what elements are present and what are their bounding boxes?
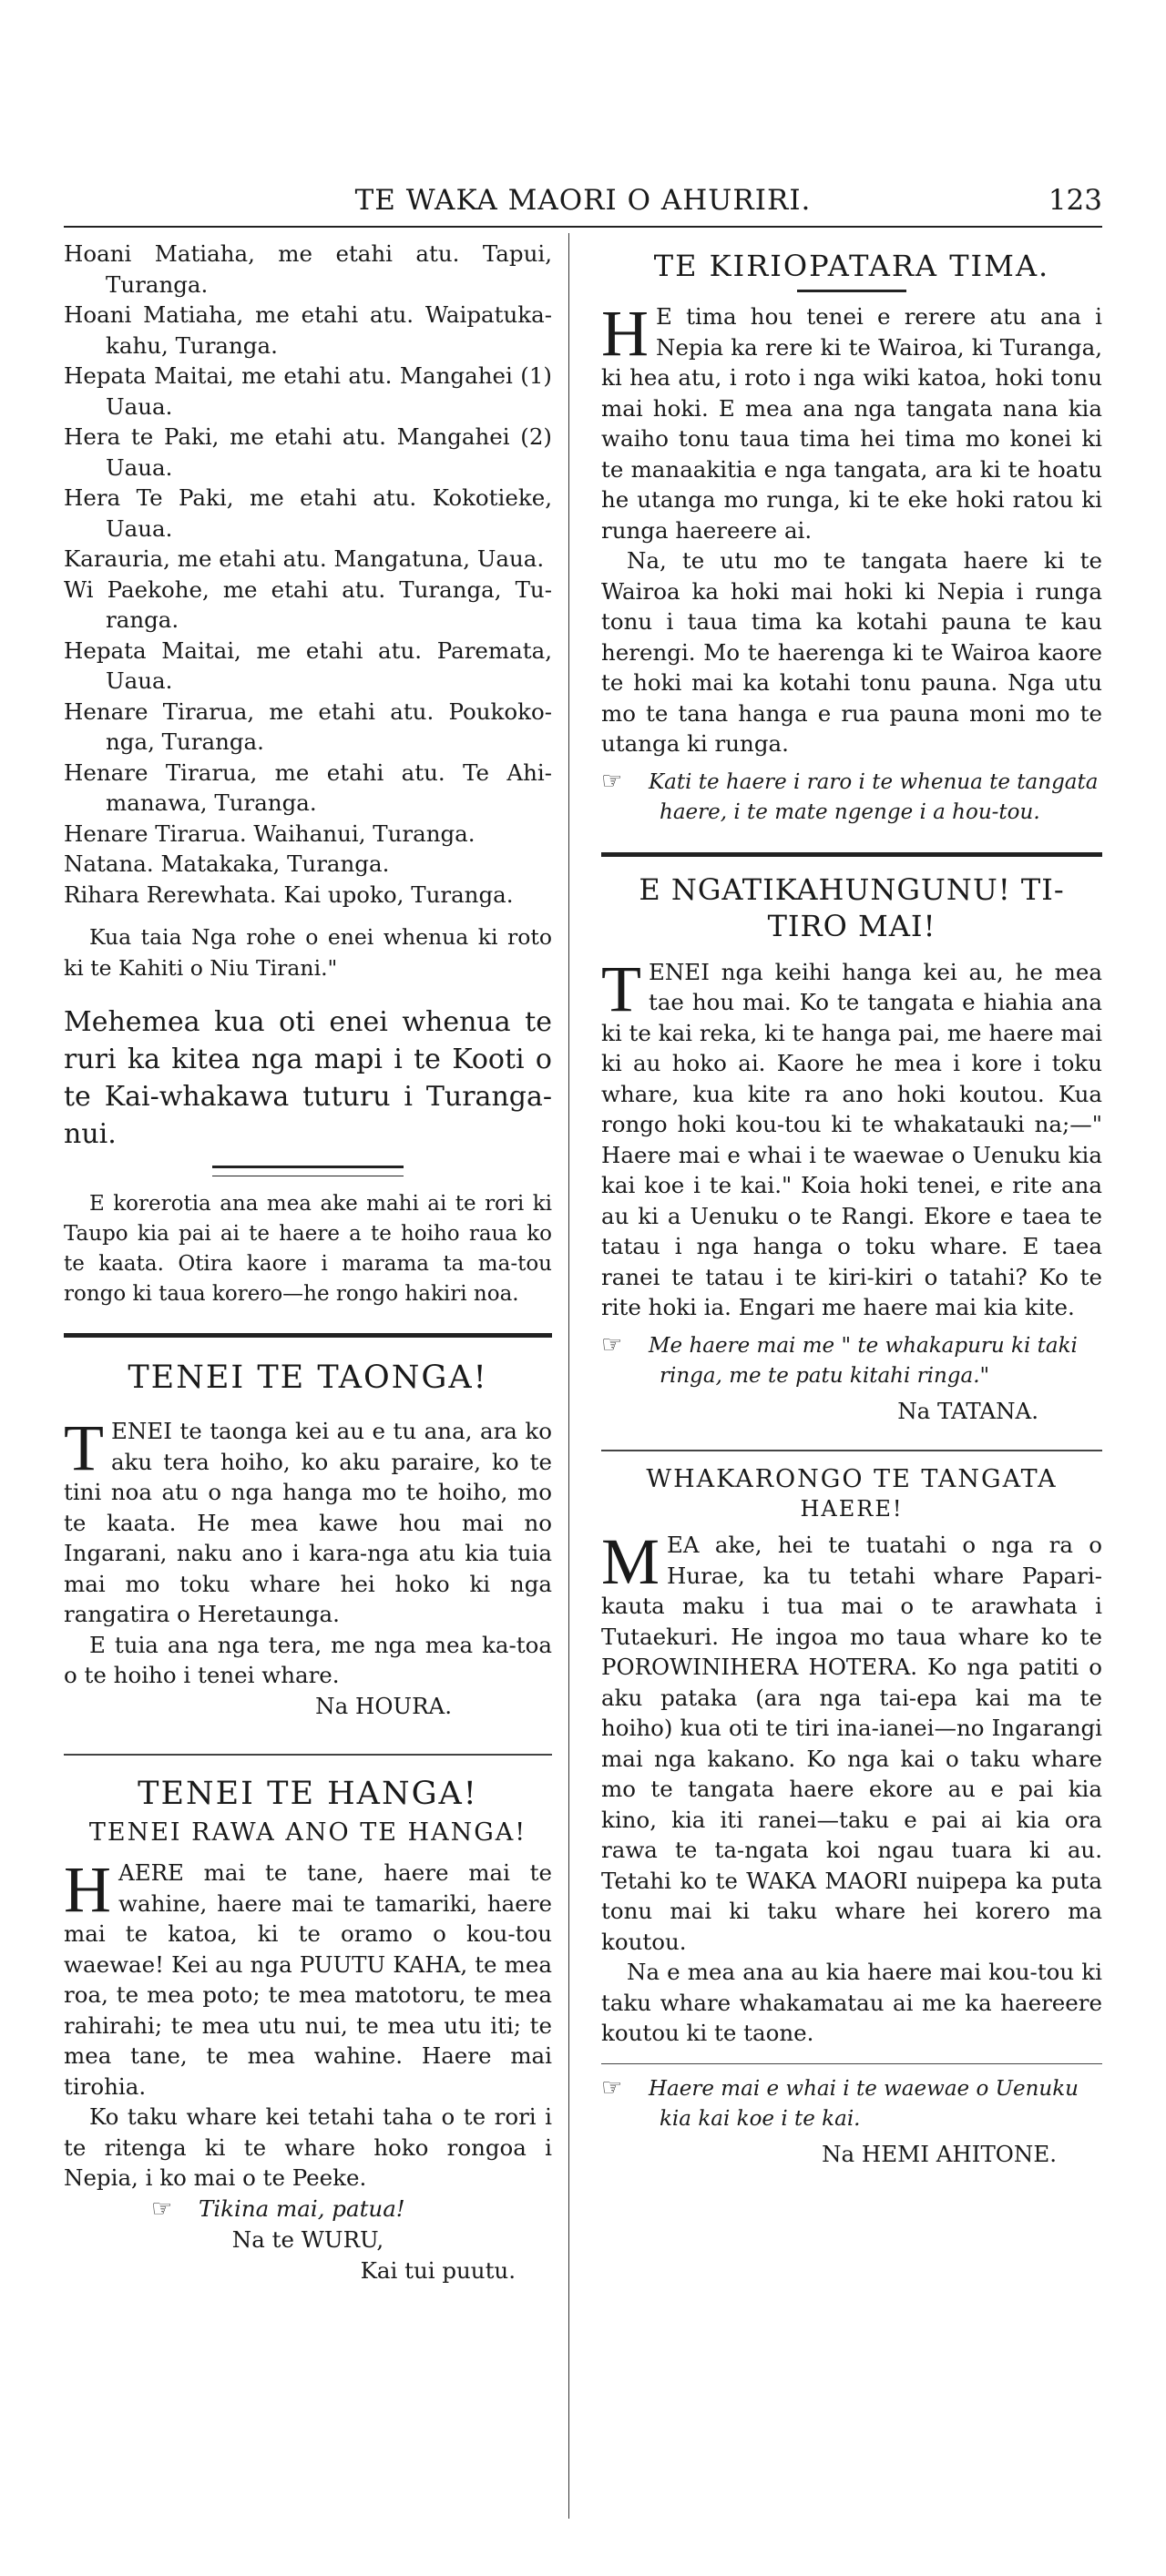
drop-cap: H: [64, 1853, 111, 1926]
land-entry: Rihara Rerewhata. Kai upoko, Turanga.: [64, 881, 514, 908]
section-rule: [601, 1450, 1102, 1451]
road-news: E korerotia ana mea ake mahi ai te rori ki Taupo kia pai ai te haere a te hoiho raua ko te kaata. Otira kaore i marama ta ma-tou rongo ki taua korero—he rongo hakiri noa.: [64, 1192, 552, 1306]
advert-body: TENEI nga keihi hanga kei au, he mea tae hou mai. Ko te tangata e hiahia ana ki te kai reka, ki te hanga pai, me haere mai ki au hoko ai. Kaore he mea i kore i toku whare, kua kite ra ano hoki koutou. Kua rongo hoki kou-tou ki te whakatauki na;—" Haere mai e whai i te waewae o Uenuku kia kai koe i te kai." Koia hoki tenei, e rite ana au ki a Uenuku o te Rangi. Ekore e taea te tatau i nga hanga o toku whare. E taea ranei te tatau i te kiri-kiri o tatahi? Ko te rite hoki ia. Engari me haere mai kia kite.: [601, 952, 1102, 1320]
advert-heading: E NGATIKAHUNGUNU! TI-TIRO MAI!: [639, 871, 1065, 943]
advert-body-2: Na, te utu mo te tangata haere ki te Wairoa ka hoki mai hoki ki Nepia i runga tonu i taua tima ka kotahi pauna te kau herengi. Mo te haerenga ki te Wairoa kaore te hoki mai ka kotahi tonu pauna. Nga utu mo te tana hanga e rua pauna moni mo te utanga ki runga.: [601, 547, 1102, 757]
drop-cap: T: [64, 1411, 104, 1484]
advert-body-2: Ko taku whare kei tetahi taha o te rori i te ritenga ki te whare hoko rongoa i Nepia, i ko mai o te Peeke.: [64, 2103, 552, 2191]
land-entry: Karauria, me etahi atu. Mangatuna, Uaua.: [64, 545, 545, 572]
advert-signature: Na te WURU,: [231, 2226, 384, 2253]
advert-body: TENEI te taonga kei au e tu ana, ara ko aku tera hoiho, ko aku paraire, ko te tini noa atu o nga hanga mo te hoiho, mo te kaata. He mea kawe hou mai no Ingarani, naku ano i kara-nga atu kia tuia mai mo toku whare hei hoko ki nga rangatira o Heretaunga.: [64, 1411, 552, 1627]
hand-note: ☞ Tikina mai, patua!: [64, 2194, 552, 2225]
land-entry: Hera te Paki, me etahi atu. Mangahei (2) Uaua.: [64, 423, 552, 481]
drop-cap: H: [601, 297, 649, 370]
header-rule: [64, 226, 1102, 228]
advert-body: HAERE mai te tane, haere mai te wahine, haere mai te tamariki, haere mai te katoa, ki te oramo o kou-tou waewae! Kei au nga PUUTU KAHA, te mea roa, te mea poto; te mea matotoru, te mea rahirahi; te mea utu nui, te mea utu iti; te mea tane, te mea wahine. Haere mai tirohia.: [64, 1853, 552, 2100]
advert-signature-line-2: Kai tui puutu.: [360, 2256, 516, 2284]
advert-subheading: TENEI RAWA ANO TE HANGA!: [88, 1818, 527, 1847]
section-rule: [601, 852, 1102, 857]
advert-body-2: E tuia ana nga tera, me nga mea ka-toa o te hoiho i tenei whare.: [64, 1631, 552, 1688]
section-rule: [64, 1333, 552, 1338]
land-entry: Natana. Matakaka, Turanga.: [64, 850, 390, 877]
editorial-comment: Mehemea kua oti enei whenua te ruri ka kitea nga mapi i te Kooti o te Kai-whakawa tuturu i Turanga-nui.: [64, 1006, 552, 1150]
taonga-advert: [64, 1358, 552, 1721]
running-header: [64, 178, 1102, 224]
section-rule: [601, 2063, 1102, 2064]
drop-cap: T: [601, 952, 641, 1025]
left-column: [64, 239, 552, 2286]
right-column: [601, 239, 1102, 2169]
land-entry: Hera Te Paki, me etahi atu. Kokotieke, Uaua.: [64, 484, 552, 542]
advert-signature: Na HOURA.: [315, 1692, 452, 1719]
pointing-hand-icon: ☞: [151, 2194, 173, 2223]
land-entry: Henare Tirarua. Waihanui, Turanga.: [64, 820, 476, 847]
pointing-hand-icon: ☞: [601, 767, 623, 795]
section-rule: [64, 1754, 552, 1756]
advert-body: H E tima hou tenei e rerere atu ana i Nepia ka rere ki te Wairoa, ki Turanga, ki hea atu, i roto i nga wiki katoa, hoki tonu mai hoki. E mea ana nga tangata nana kia waiho tonu taua tima hei tima mo konei ki te manaakitia e nga tangata, ara ki te hoatu he utanga mo runga, ki te eke hoki ratou ki runga haereere ai.: [601, 297, 1102, 544]
section-rule: [212, 1166, 404, 1176]
heading-rule: [797, 290, 906, 292]
hand-note: ☞ Haere mai e whai i te waewae o Uenuku kia kai koe i te kai.: [601, 2073, 1079, 2131]
advert-heading: TE KIRIOPATARA TIMA.: [653, 249, 1050, 283]
page-title: TE WAKA MAORI O AHURIRI.: [354, 184, 812, 217]
hand-note: ☞ Kati te haere i raro i te whenua te tangata haere, i te mate ngenge i a hou-tou.: [601, 767, 1099, 824]
column-divider: [568, 233, 569, 2519]
land-entry: Henare Tirarua, me etahi atu. Poukoko-nga, Turanga.: [64, 697, 552, 755]
land-entry: Hoani Matiaha, me etahi atu. Tapui, Turanga.: [64, 240, 552, 298]
land-list: [64, 239, 552, 910]
advert-body: MEA ake, hei te tuatahi o nga ra o Hurae, ka tu tetahi whare Papari-kauta maku i tua mai o te arawhata i Tutaekuri. He ingoa mo taua whare ko te POROWINIHERA HOTERA. Ko nga patiti o aku pataka (ara nga tai-epa kai ma te hoiho) kua oti te tiri ina-ianei—no Ingarangi mai nga kakano. Ko nga kai o taku whare mo te tangata haere ekore au e pai kia kino, kia iti ranei—taku e pai ai kia ora rawa te ta-ngata koi ngau tuara ki au. Tetahi ko te WAKA MAORI nuipepa ka puta tonu mai ki taku whare hei korero ma koutou.: [601, 1525, 1102, 1955]
whakarongo-advert: [601, 1464, 1102, 2169]
land-entry: Henare Tirarua, me etahi atu. Te Ahi-manawa, Turanga.: [64, 759, 552, 816]
land-entry: Wi Paekohe, me etahi atu. Turanga, Tu-ranga.: [64, 575, 552, 633]
advert-signature: Na TATANA.: [897, 1397, 1038, 1424]
page-number: 123: [1048, 184, 1102, 217]
advert-heading-line-2: HAERE!: [800, 1496, 904, 1522]
drop-cap: M: [601, 1525, 660, 1598]
advert-signature: Na HEMI AHITONE.: [822, 2140, 1057, 2167]
land-entry: Hepata Maitai, me etahi atu. Mangahei (1) Uaua.: [64, 362, 552, 420]
ngatikahungunu-advert: [601, 871, 1102, 1427]
gazette-note: Kua taia Nga rohe o enei whenua ki roto ki te Kahiti o Niu Tirani.": [64, 924, 552, 981]
hanga-advert: [64, 1774, 552, 2286]
kiriopatara-advert: [601, 248, 1102, 829]
advert-body-2: Na e mea ana au kia haere mai kou-tou ki taku whare whakamatau ai me ka haereere koutou ki te taone.: [601, 1959, 1102, 2046]
advert-heading: WHAKARONGO TE TANGATA: [646, 1465, 1058, 1493]
hand-note: ☞ Me haere mai me " te whakapuru ki taki ringa, me te patu kitahi ringa.": [601, 1330, 1078, 1388]
advert-heading: TENEI TE TAONGA!: [128, 1359, 488, 1396]
land-entry: Hoani Matiaha, me etahi atu. Waipatuka-kahu, Turanga.: [64, 301, 552, 359]
land-entry: Hepata Maitai, me etahi atu. Paremata, Uaua.: [64, 636, 552, 694]
advert-heading: TENEI TE HANGA!: [138, 1776, 478, 1812]
pointing-hand-icon: ☞: [601, 2073, 623, 2102]
pointing-hand-icon: ☞: [601, 1330, 623, 1359]
